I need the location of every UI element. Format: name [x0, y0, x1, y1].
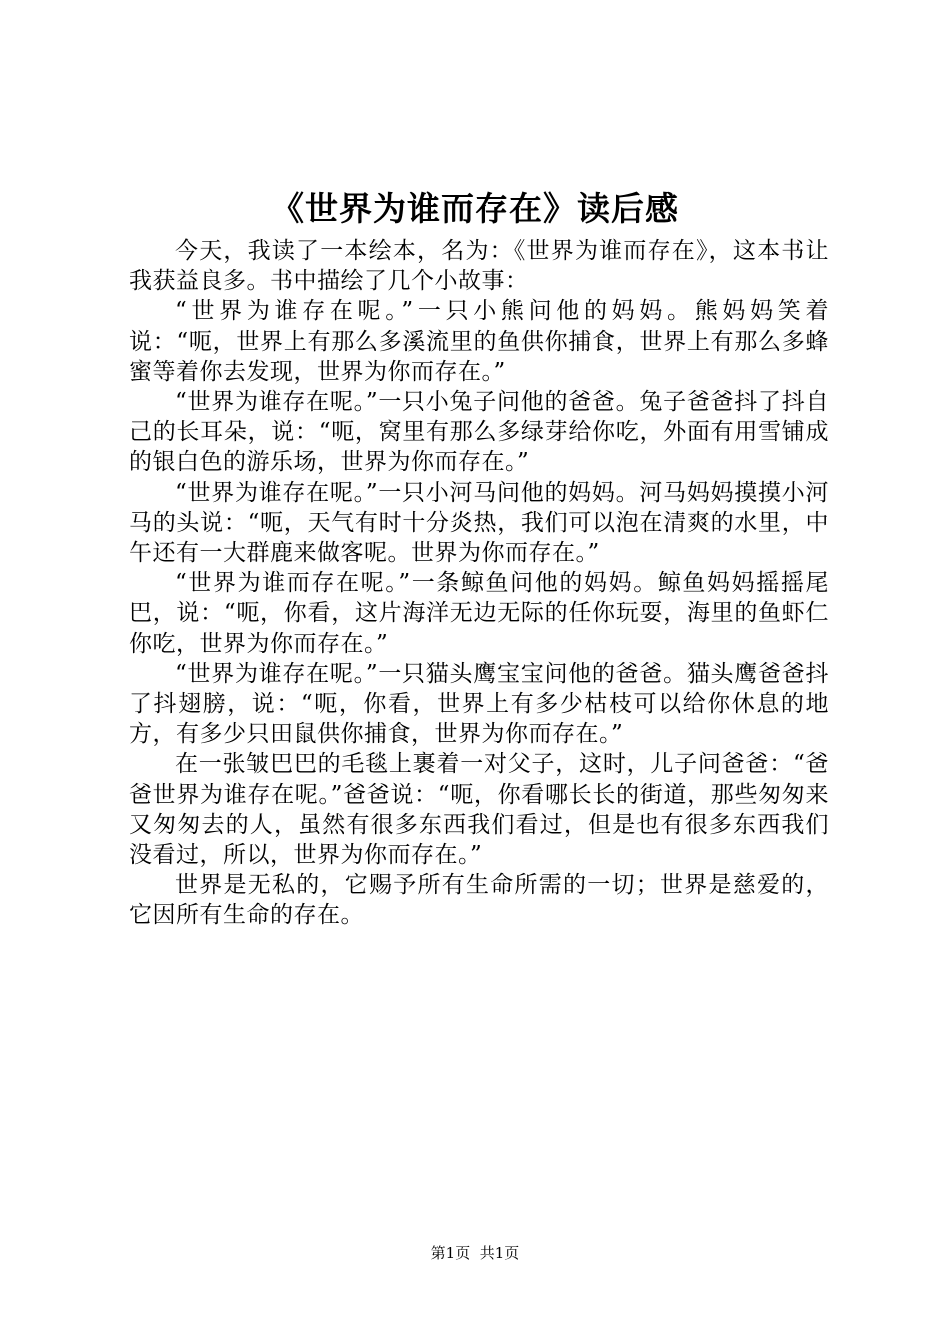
paragraph-rabbit: “世界为谁存在呢。”一只小兔子问他的爸爸。兔子爸爸抖了抖自己的长耳朵，说：“呃，窝里有那么多绿芽给你吃，外面有用雪铺成的银白色的游乐场，世界为你而存在。” [129, 389, 829, 476]
document-body [129, 236, 829, 931]
paragraph-owl: “世界为谁存在呢。”一只猫头鹰宝宝问他的爸爸。猫头鹰爸爸抖了抖翅膀，说：“呃，你看，世界上有多少枯枝可以给你休息的地方，有多少只田鼠供你捕食，世界为你而存在。” [129, 660, 829, 748]
document-title: 《世界为谁而存在》读后感 [271, 189, 679, 228]
page-number: 第1页 [430, 1244, 471, 1262]
paragraph-intro: 今天，我读了一本绘本，名为：《世界为谁而存在》，这本书让我获益良多。书中描绘了几个小故事： [129, 238, 829, 295]
paragraph-bear: “世界为谁存在呢。”一只小熊问他的妈妈。熊妈妈笑着说：“呃，世界上有那么多溪流里的鱼供你捕食，世界上有那么多蜂蜜等着你去发现，世界为你而存在。” [129, 298, 829, 385]
page-total: 共1页 [479, 1244, 520, 1262]
paragraph-whale: “世界为谁而存在呢。”一条鲸鱼问他的妈妈。鲸鱼妈妈摇摇尾巴，说：“呃，你看，这片海洋无边无际的任你玩耍，海里的鱼虾仁你吃，世界为你而存在。” [129, 570, 829, 657]
paragraph-hippo: “世界为谁存在呢。”一只小河马问他的妈妈。河马妈妈摸摸小河马的头说：“呃，天气有时十分炎热，我们可以泡在清爽的水里，中午还有一大群鹿来做客呢。世界为你而存在。” [129, 479, 829, 567]
paragraph-conclusion: 世界是无私的，它赐予所有生命所需的一切；世界是慈爱的，它因所有生命的存在。 [129, 872, 829, 929]
paragraph-father-son: 在一张皱巴巴的毛毯上裹着一对父子，这时，儿子问爸爸：“爸爸世界为谁存在呢。”爸爸说：“呃，你看哪长长的街道，那些匆匆来又匆匆去的人，虽然有很多东西我们看过，但是也有很多东西我们没看过，所以，世界为你而存在。” [129, 751, 829, 869]
page-footer [0, 1243, 950, 1263]
